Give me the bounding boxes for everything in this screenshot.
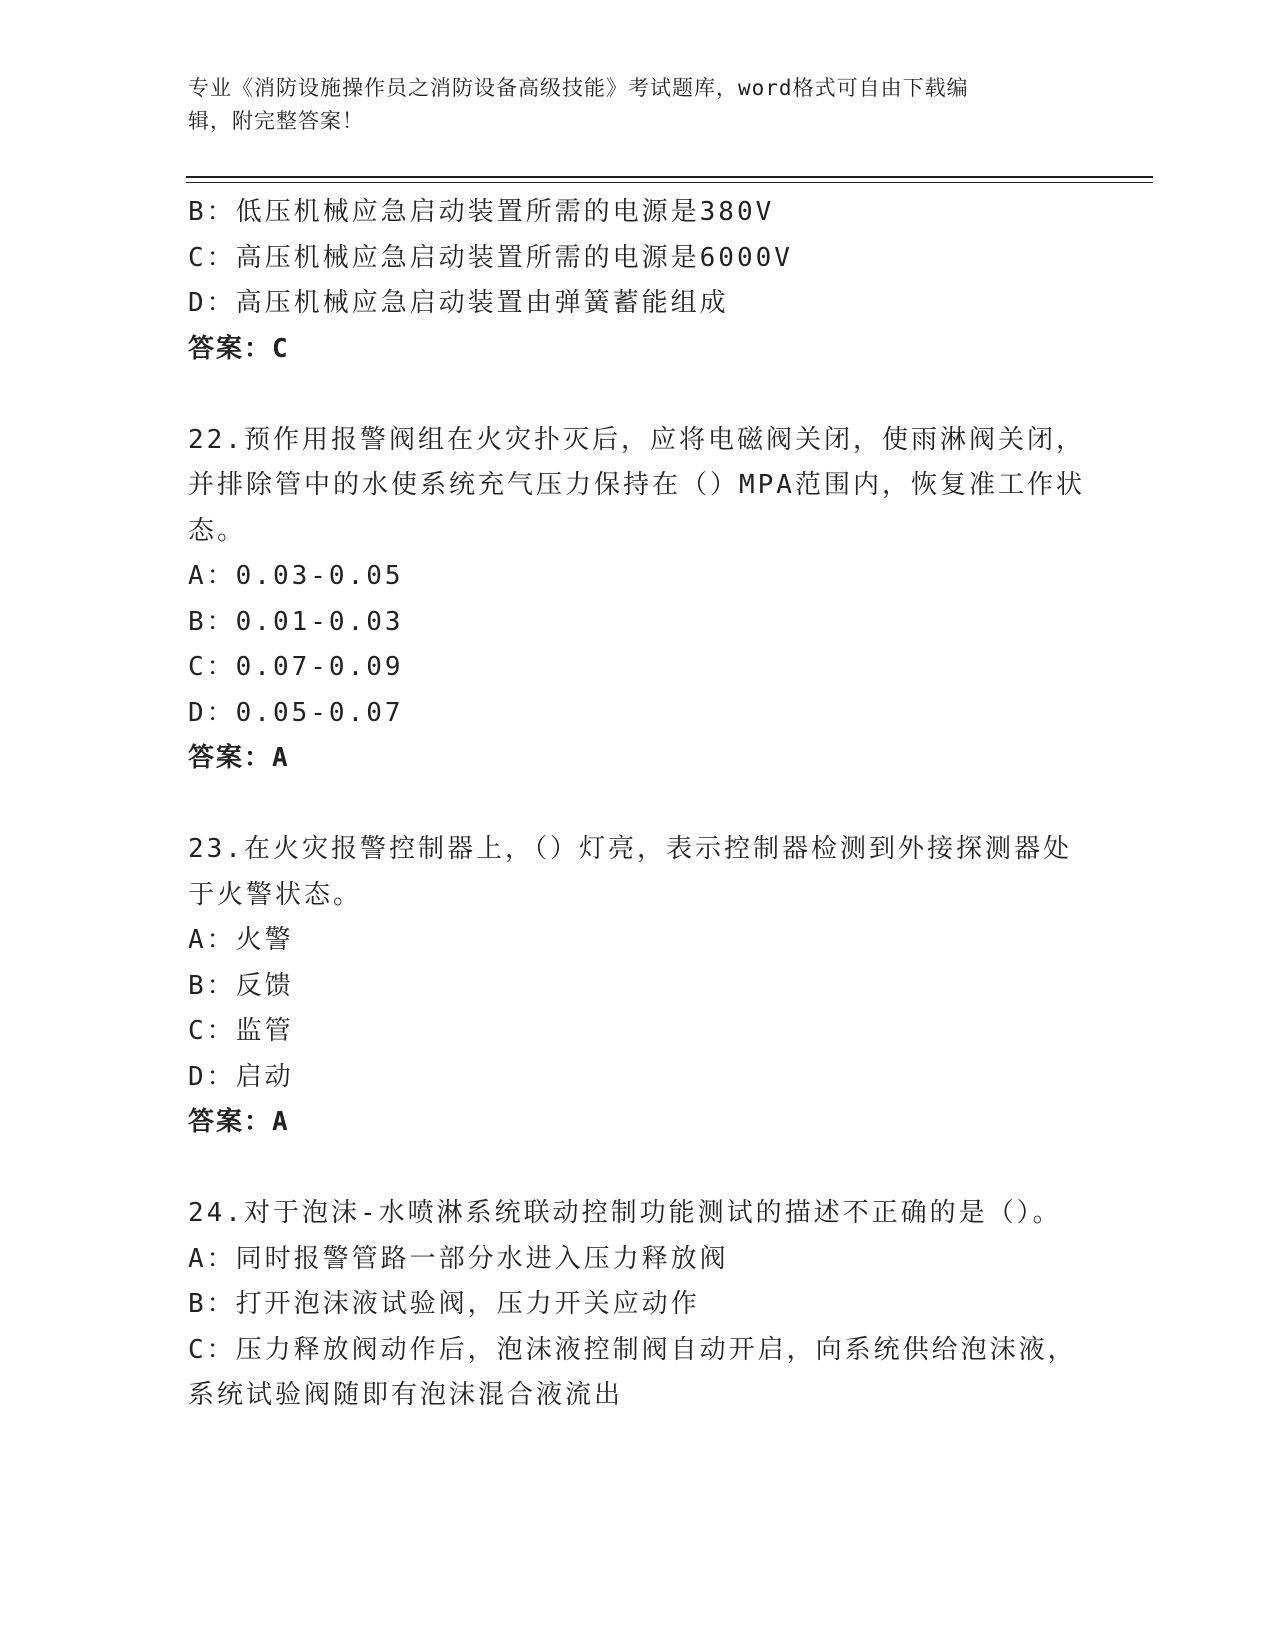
option-d: D：高压机械应急启动装置由弹簧蓄能组成 [188,288,729,318]
answer: 答案：A [188,1107,290,1137]
question-stem: 并排除管中的水使系统充气压力保持在（）MPA范围内，恢复准工作状 [188,470,1085,500]
option-a: A：0.03-0.05 [188,561,404,591]
spacer [188,372,1088,418]
spacer [188,1146,1088,1192]
option-d: D：0.05-0.07 [188,697,404,728]
option-b: B：反馈 [188,970,294,1001]
question-stem: 态。 [188,515,247,546]
question-list [188,190,1088,1419]
question-23 [188,827,1088,1146]
header-line-2: 辑，附完整答案！ [188,109,364,133]
answer: 答案：A [188,743,290,773]
question-21 [188,190,1088,372]
question-stem: 24.对于泡沫-水喷淋系统联动控制功能测试的描述不正确的是（）。 [188,1198,1062,1228]
option-a: A：同时报警管路一部分水进入压力释放阀 [188,1243,729,1274]
option-c: C：监管 [188,1016,294,1046]
header-line-1: 专业《消防设施操作员之消防设备高级技能》考试题库，word格式可自由下载编 [188,76,969,100]
spacer [188,782,1088,828]
question-22 [188,418,1088,782]
header-rule-thick [186,176,1153,178]
question-stem: 23.在火灾报警控制器上，（）灯亮，表示控制器检测到外接探测器处 [188,834,1072,864]
option-b: B：0.01-0.03 [188,606,404,637]
option-a: A：火警 [188,925,294,955]
option-c: C：压力释放阀动作后，泡沫液控制阀自动开启，向系统供给泡沫液， [188,1334,1077,1365]
option-c: C：高压机械应急启动装置所需的电源是6000V [188,242,793,273]
answer: 答案：C [188,333,290,364]
question-24 [188,1191,1088,1419]
option-b: B：低压机械应急启动装置所需的电源是380V [188,197,775,227]
header-rule-thin [186,182,1153,183]
option-b: B：打开泡沫液试验阀，压力开关应动作 [188,1289,700,1319]
question-stem: 22.预作用报警阀组在火灾扑灭后，应将电磁阀关闭，使雨淋阀关闭， [188,424,1085,455]
document-header [188,72,1088,138]
option-c-continued: 系统试验阀随即有泡沫混合液流出 [188,1380,624,1410]
option-d: D：启动 [188,1061,294,1092]
option-c: C：0.07-0.09 [188,652,404,682]
question-stem: 于火警状态。 [188,879,363,910]
